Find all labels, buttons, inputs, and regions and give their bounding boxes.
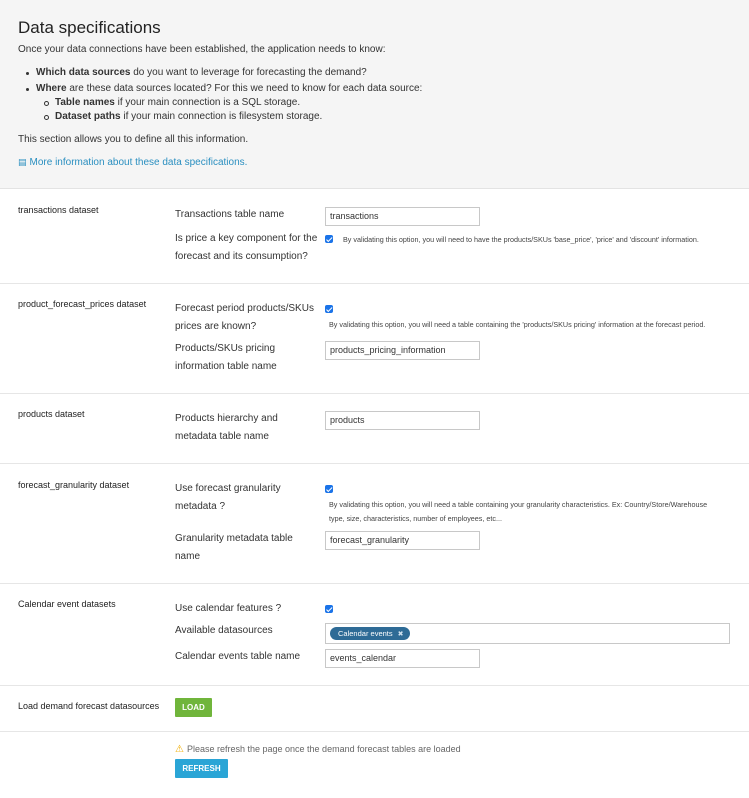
price-component-label-2: forecast and its consumption?: [175, 251, 308, 262]
intro-text: Once your data connections have been established, the application needs to know:: [18, 44, 386, 55]
intro-panel: [0, 0, 749, 189]
section-divider: [0, 685, 749, 686]
calendar-table-input[interactable]: events_calendar: [325, 649, 480, 668]
transactions-table-input[interactable]: transactions: [325, 207, 480, 226]
prices-known-checkbox[interactable]: [325, 305, 333, 313]
prices-known-label-1: Forecast period products/SKUs: [175, 303, 314, 314]
forecast-granularity-section-label: forecast_granularity dataset: [18, 480, 130, 490]
price-component-checkbox[interactable]: [325, 235, 333, 243]
products-table-label-1: Products hierarchy and: [175, 413, 278, 424]
transactions-section-label: transactions dataset: [18, 205, 99, 215]
granularity-table-label-1: Granularity metadata table: [175, 533, 293, 544]
price-component-note: By validating this option, you will need to have the products/SKUs 'base_price', 'price' and 'discount' information.: [343, 235, 699, 244]
granularity-note-2: type, size, characteristics, number of employees, etc...: [329, 514, 502, 523]
section-divider: [0, 583, 749, 584]
sub-bullet-circle: [44, 115, 49, 120]
products-section-label: products dataset: [18, 409, 85, 419]
bullet-which: Which data sources do you want to leverage for forecasting the demand?: [36, 67, 367, 78]
section-divider: [0, 283, 749, 284]
granularity-use-checkbox[interactable]: [325, 485, 333, 493]
datasources-multiselect[interactable]: [325, 623, 730, 644]
calendar-use-checkbox[interactable]: [325, 605, 333, 613]
load-section-label: Load demand forecast datasources: [18, 701, 160, 711]
section-divider: [0, 731, 749, 732]
remove-tag-icon[interactable]: ✖: [397, 631, 404, 638]
pricing-table-label-1: Products/SKUs pricing: [175, 343, 276, 354]
sub-bullet-dataset-paths: Dataset paths if your main connection is filesystem storage.: [55, 111, 323, 122]
granularity-note-1: By validating this option, you will need a table containing your granularity characteristics. Ex: Country/Store/Warehouse: [329, 500, 708, 509]
warning-icon: ⚠: [175, 744, 184, 755]
sub-bullet-circle: [44, 101, 49, 106]
product-forecast-prices-section-label: product_forecast_prices dataset: [18, 299, 147, 309]
products-table-input[interactable]: products: [325, 411, 480, 430]
products-table-label-2: metadata table name: [175, 431, 269, 442]
datasource-tag[interactable]: Calendar events ✖: [330, 627, 410, 640]
calendar-table-label: Calendar events table name: [175, 651, 301, 662]
section-divider: [0, 463, 749, 464]
available-datasources-label: Available datasources: [175, 625, 273, 636]
granularity-table-label-2: name: [175, 551, 201, 562]
bullet-where: Where are these data sources located? For this we need to know for each data source:: [36, 83, 423, 94]
refresh-button[interactable]: REFRESH: [175, 759, 228, 778]
sub-bullet-table-names: Table names if your main connection is a SQL storage.: [55, 97, 301, 108]
more-info-link[interactable]: ▤ More information about these data specifications.: [18, 157, 248, 168]
pricing-table-label-2: information table name: [175, 361, 277, 372]
bullet-dot: [26, 72, 29, 75]
calendar-section-label: Calendar event datasets: [18, 599, 116, 609]
prices-known-label-2: prices are known?: [175, 321, 257, 332]
page-title: Data specifications: [18, 18, 161, 37]
price-component-label-1: Is price a key component for the: [175, 233, 318, 244]
outro-text: This section allows you to define all this information.: [18, 134, 249, 145]
transactions-table-label: Transactions table name: [175, 209, 285, 220]
prices-known-note: By validating this option, you will need a table containing the 'products/SKUs pricing' information at the forecast period.: [329, 320, 706, 329]
section-divider: [0, 393, 749, 394]
pricing-table-input[interactable]: products_pricing_information: [325, 341, 480, 360]
refresh-warning: ⚠ Please refresh the page once the demand forecast tables are loaded: [175, 744, 461, 755]
calendar-use-label: Use calendar features ?: [175, 603, 282, 614]
granularity-table-input[interactable]: forecast_granularity: [325, 531, 480, 550]
load-button[interactable]: LOAD: [175, 698, 212, 717]
bullet-dot: [26, 88, 29, 91]
granularity-use-label-2: metadata ?: [175, 501, 226, 512]
book-icon: ▤: [18, 157, 27, 167]
granularity-use-label-1: Use forecast granularity: [175, 483, 281, 494]
